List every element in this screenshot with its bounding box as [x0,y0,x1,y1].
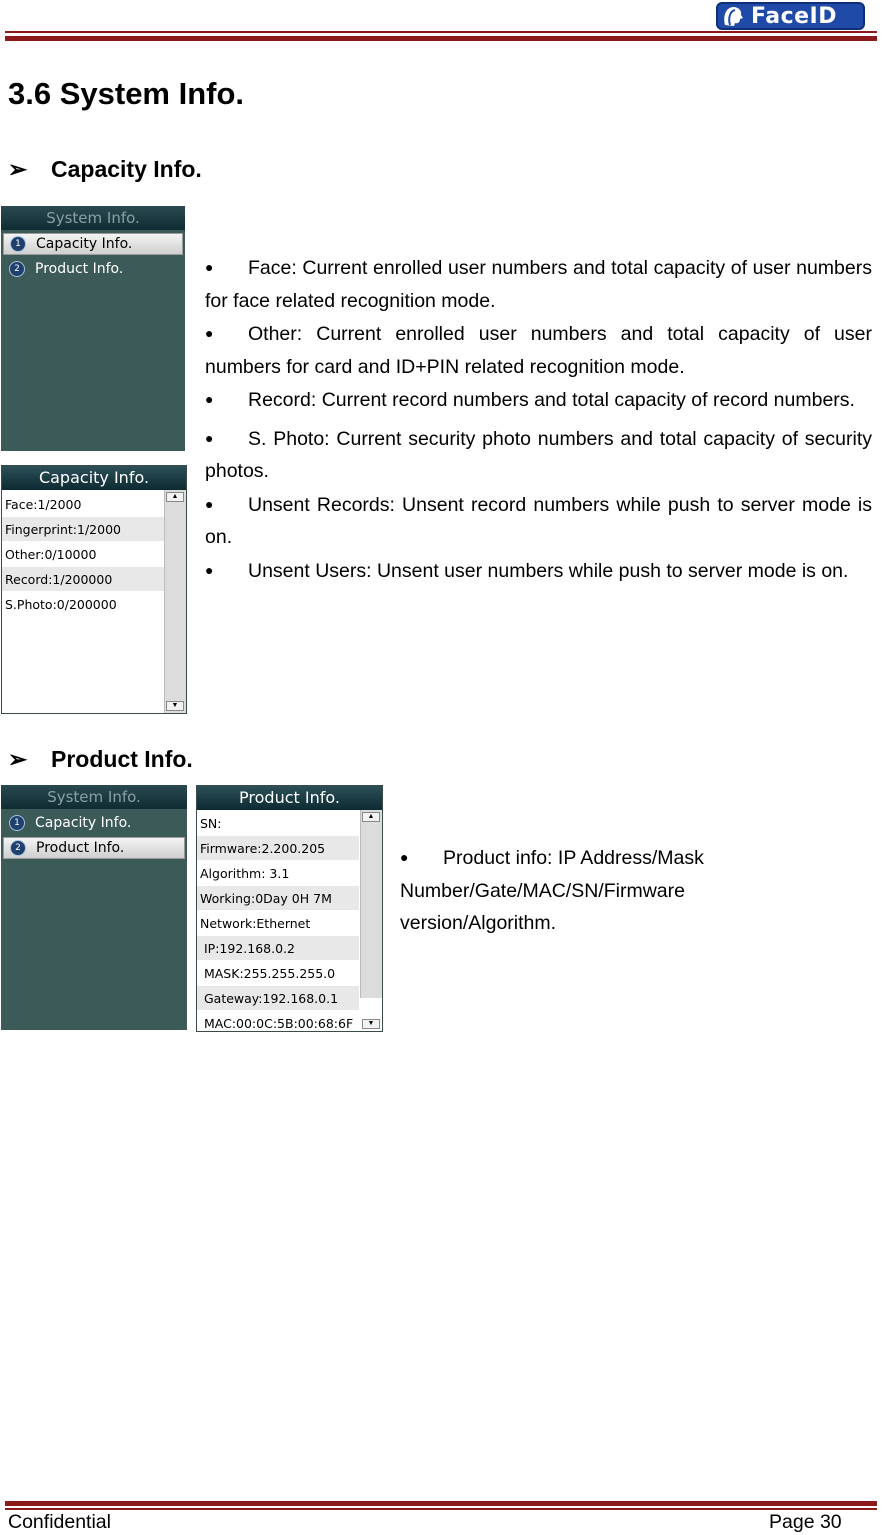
menu-item-product-info[interactable] [3,258,183,280]
bullet-item: ● Face: Current enrolled user numbers and total capacity of user numbers for face related recognition mode. [205,251,872,317]
list-item[interactable]: SN: [197,811,359,836]
menu-item-label: Product Info. [36,840,125,856]
list-item[interactable]: Face:1/2000 [2,492,164,517]
list-item[interactable]: S.Photo:0/200000 [2,592,164,617]
arrow-bullet-icon: ➢ [8,156,28,182]
scroll-up-icon[interactable]: ▲ [166,492,184,502]
bullet-item: ● Unsent Users: Unsent user numbers while push to server mode is on. [205,554,872,588]
number-badge-icon: 1 [9,815,25,831]
footer-rule-thick [5,1501,877,1506]
product-heading: ➢ Product Info. [8,746,193,772]
list-item[interactable]: Other:0/10000 [2,542,164,567]
list-item[interactable]: Fingerprint:1/2000 [2,517,164,542]
number-badge-icon: 2 [9,261,25,277]
list-item[interactable]: Network:Ethernet [197,911,359,936]
bullet-item: ● Product info: IP Address/Mask Number/Gate/MAC/SN/Firmware version/Algorithm. [400,841,760,940]
faceid-logo [716,2,865,30]
bullet-item: ● Other: Current enrolled user numbers and total capacity of user numbers for card and ID+PIN related recognition mode. [205,317,872,383]
list-item[interactable]: Working:0Day 0H 7M [197,886,359,911]
bullet-icon: ● [205,429,214,446]
number-badge-icon: 1 [10,236,26,252]
footer-confidential: Confidential [8,1511,111,1533]
footer-rule-thin [5,1508,877,1510]
capacity-heading: ➢ Capacity Info. [8,156,202,182]
list-item[interactable]: Record:1/200000 [2,567,164,592]
header-rule-bottom [5,36,877,41]
menu-item-capacity-info[interactable] [3,233,183,255]
scroll-down-icon[interactable]: ▼ [362,1019,380,1029]
scrollbar-bottom [361,1017,382,1031]
bullet-icon: ● [205,259,214,275]
list-item[interactable]: Algorithm: 3.1 [197,861,359,886]
capacity-bullets [205,251,872,587]
menu-item-label: Capacity Info. [36,236,133,252]
page-number: Page 30 [769,1511,842,1533]
scroll-up-icon[interactable]: ▲ [362,812,380,822]
list-item[interactable]: MASK:255.255.255.0 [197,961,359,986]
capacity-info-screen [1,465,187,714]
menu-item-label: Product Info. [35,261,124,277]
bullet-icon: ● [205,325,214,341]
bullet-icon: ● [400,849,409,865]
screen-title: System Info. [1,785,187,809]
list-item[interactable]: Gateway:192.168.0.1 [197,986,359,1011]
menu-item-capacity-info[interactable] [3,812,185,834]
product-bullets [400,841,760,940]
bullet-icon: ● [205,391,214,407]
list-item[interactable]: IP:192.168.0.2 [197,936,359,961]
scrollbar[interactable] [164,490,186,713]
scroll-down-icon[interactable]: ▼ [166,701,184,711]
logo-text: FaceID [751,3,837,29]
menu-item-product-info[interactable] [3,837,185,859]
screen-title: System Info. [1,206,185,230]
header-rule-top [5,31,877,33]
bullet-icon: ● [205,495,214,512]
arrow-bullet-icon: ➢ [8,746,28,772]
list-item[interactable]: MAC:00:0C:5B:00:68:6F [197,1011,359,1032]
number-badge-icon: 2 [10,840,26,856]
menu-item-label: Capacity Info. [35,815,132,831]
bullet-item: ● S. Photo: Current security photo numbers and total capacity of security photos. [205,422,872,488]
section-title: 3.6 System Info. [8,76,245,111]
product-info-screen [196,785,383,1032]
face-profile-icon [721,5,745,27]
list-item[interactable]: Firmware:2.200.205 [197,836,359,861]
system-info-screen [1,206,185,451]
system-info-screen [1,785,187,1030]
bullet-icon: ● [205,561,214,578]
screen-title: Capacity Info. [2,466,186,490]
scrollbar[interactable] [360,810,382,998]
bullet-item: ● Record: Current record numbers and total capacity of record numbers. [205,383,872,417]
screen-title: Product Info. [197,786,382,810]
bullet-item: ● Unsent Records: Unsent record numbers while push to server mode is on. [205,488,872,554]
